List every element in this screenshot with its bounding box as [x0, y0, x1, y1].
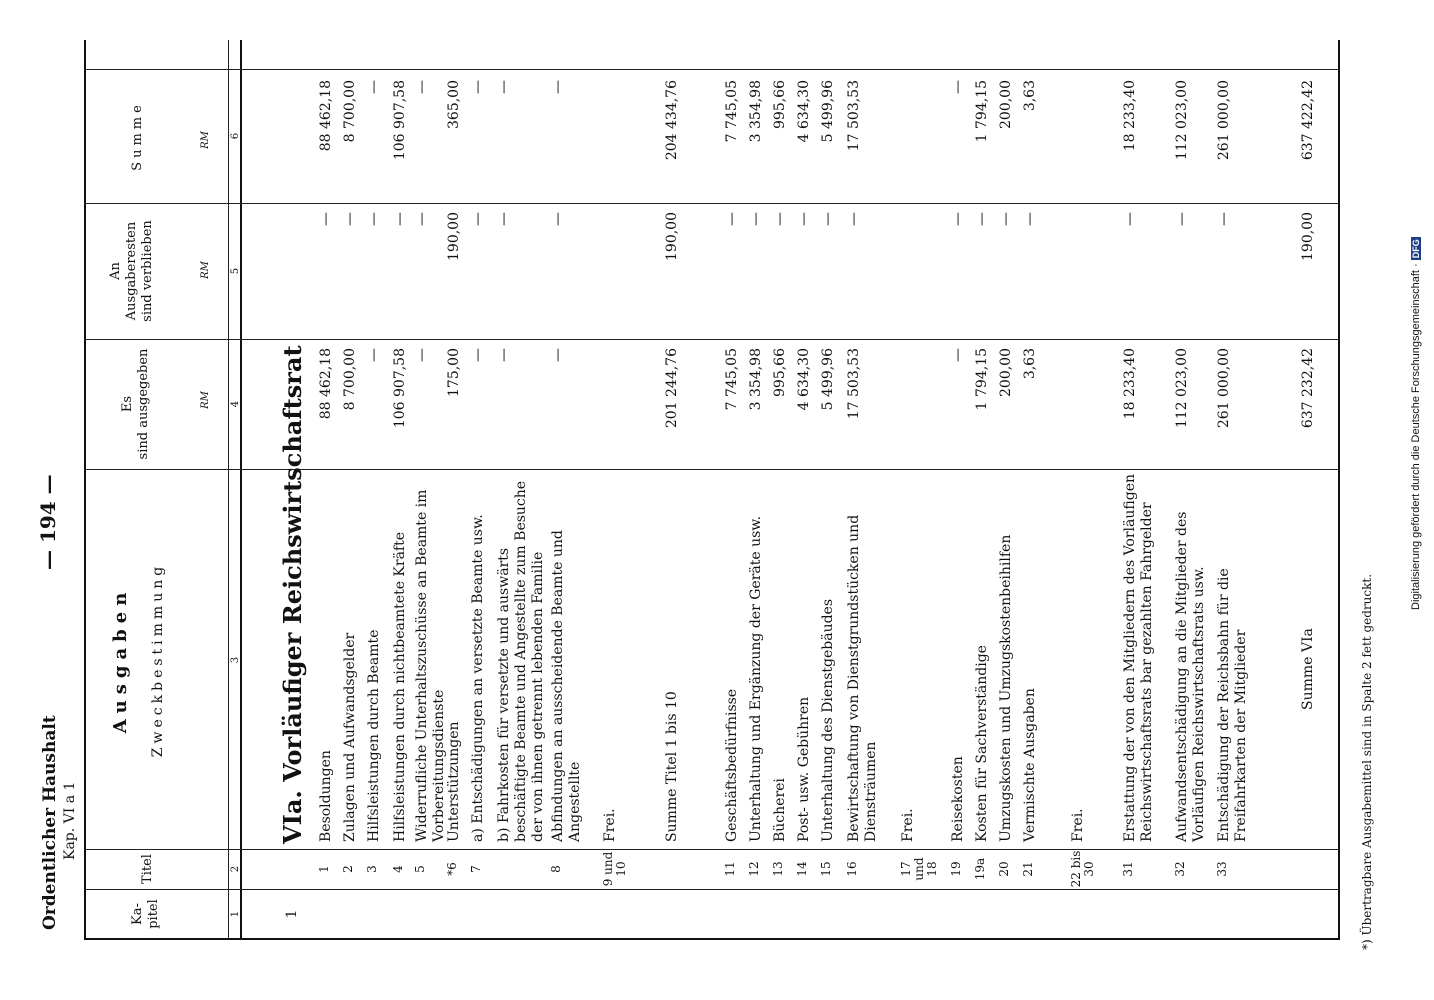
row-summe: —: [950, 80, 966, 94]
row-summe: 106 907,58: [392, 80, 408, 161]
row-ausgegeben: 112 023,00: [1174, 348, 1190, 429]
row-reste: —: [550, 212, 566, 226]
row-ausgegeben: —: [470, 348, 486, 362]
row-description: Frei.: [900, 808, 916, 842]
row-reste: —: [998, 212, 1014, 226]
row-reste: —: [974, 212, 990, 226]
total-summe: 637 422,42: [1300, 80, 1316, 161]
row-title-number: 31: [1121, 861, 1135, 877]
row-title-number: 32: [1173, 861, 1187, 877]
row-reste: —: [950, 212, 966, 226]
col-header-titel: Titel: [140, 854, 155, 884]
row-title-number: 8: [549, 865, 563, 873]
row-description: Bücherei: [772, 778, 788, 842]
row-reste: —: [1022, 212, 1038, 226]
col-header-ausgaben: Ausgaben: [110, 586, 131, 734]
col-rule-5: [84, 938, 1339, 940]
row-description: Vermischte Ausgaben: [1022, 688, 1038, 842]
row-title-number: *6: [445, 862, 459, 876]
col-rule-6: [84, 339, 1339, 340]
col-header-kapitel: Ka- pitel: [130, 899, 161, 929]
row-ausgegeben: 18 233,40: [1122, 348, 1138, 420]
row-description: Besoldungen: [318, 750, 334, 842]
row-title-number: 2: [341, 865, 355, 873]
dfg-badge: DFG: [1411, 239, 1421, 259]
unit-label-6: RM: [200, 131, 211, 149]
row-title-number: 17 und 18: [899, 857, 939, 881]
row-ausgegeben: 88 462,18: [318, 348, 334, 420]
header-title: Ordentlicher Haushalt: [40, 715, 60, 930]
row-summe: 204 434,76: [664, 80, 680, 161]
row-summe: 3 354,98: [748, 80, 764, 143]
row-ausgegeben: 3,63: [1022, 348, 1038, 380]
row-reste: —: [342, 212, 358, 226]
row-description: Aufwandsentschädigung an die Mitglieder des Vorläufigen Reichswirtschaftsrats usw.: [1174, 511, 1207, 842]
row-summe: 1 794,15: [974, 80, 990, 143]
row-description: Frei.: [1070, 808, 1086, 842]
col-rule-4: [84, 469, 1339, 470]
row-ausgegeben: 1 794,15: [974, 348, 990, 411]
row-title-number: 12: [747, 861, 761, 877]
row-reste: 190,00: [446, 212, 462, 261]
row-reste: —: [772, 212, 788, 226]
row-summe: 18 233,40: [1122, 80, 1138, 152]
col-number-5: 5: [230, 267, 241, 275]
row-description: Unterhaltung des Dienstgebäudes: [820, 598, 836, 842]
row-summe: 995,66: [772, 80, 788, 129]
row-summe: —: [366, 80, 382, 94]
row-summe: 261 000,00: [1216, 80, 1232, 161]
row-title-number: 19a: [973, 857, 987, 881]
row-ausgegeben: 175,00: [446, 348, 462, 397]
row-description: Entschädigung der Reichsbahn für die Freifahrkarten der Mitglieder: [1216, 568, 1249, 842]
row-summe: 112 023,00: [1174, 80, 1190, 161]
row-description: Frei.: [602, 808, 618, 842]
col-header-summe: Summe: [130, 101, 145, 171]
row-summe: 5 499,96: [820, 80, 836, 143]
row-description: Widerrufliche Unterhaltszuschüsse an Beamte im Vorbereitungsdienste: [414, 489, 447, 842]
row-ausgegeben: 261 000,00: [1216, 348, 1232, 429]
row-description: Reisekosten: [950, 756, 966, 842]
total-label: Summe VIa: [1300, 628, 1316, 710]
row-summe: 8 700,00: [342, 80, 358, 143]
row-ausgegeben: 106 907,58: [392, 348, 408, 429]
row-ausgegeben: —: [550, 348, 566, 362]
row-ausgegeben: 5 499,96: [820, 348, 836, 411]
col-rule-7: [84, 203, 1339, 204]
row-title-number: 3: [365, 865, 379, 873]
row-reste: —: [748, 212, 764, 226]
row-title-number: 20: [997, 861, 1011, 877]
row-reste: —: [496, 212, 512, 226]
row-title-number: 13: [771, 861, 785, 877]
total-reste: 190,00: [1300, 212, 1316, 261]
row-ausgegeben: 7 745,05: [724, 348, 740, 411]
row-reste: —: [366, 212, 382, 226]
row-description: Bewirtschaftung von Dienstgrundstücken und Diensträumen: [846, 514, 879, 842]
row-summe: —: [470, 80, 486, 94]
row-reste: —: [846, 212, 862, 226]
row-description: Hilfsleistungen durch nichtbeamtete Kräfte: [392, 531, 408, 842]
row-title-number: 5: [413, 865, 427, 873]
row-title-number: 33: [1215, 861, 1229, 877]
row-ausgegeben: 17 503,53: [846, 348, 862, 420]
row-title-number: 15: [819, 861, 833, 877]
row-reste: —: [470, 212, 486, 226]
row-title-number: 11: [723, 861, 737, 877]
row-title-number: 4: [391, 865, 405, 873]
row-summe: 7 745,05: [724, 80, 740, 143]
row-description: Umzugskosten und Umzugskostenbeihilfen: [998, 534, 1014, 842]
row-reste: —: [1174, 212, 1190, 226]
unit-label-5: RM: [200, 261, 211, 279]
row-description: Abfindungen an ausscheidende Beamte und Angestellte: [550, 530, 583, 842]
page-number: — 194 —: [36, 474, 60, 570]
row-summe: —: [550, 80, 566, 94]
col-number-1: 1: [230, 910, 241, 918]
row-reste: —: [820, 212, 836, 226]
row-title-number: 7: [469, 865, 483, 873]
row-title-number: 22 bis 30: [1069, 850, 1096, 888]
digitization-text: Digitalisierung gefördert durch die Deutsche Forschungsgemeinschaft ·: [1410, 263, 1422, 610]
row-reste: 190,00: [664, 212, 680, 261]
row-title-number: 9 und 10: [601, 851, 628, 887]
row-ausgegeben: 201 244,76: [664, 348, 680, 429]
row-ausgegeben: 8 700,00: [342, 348, 358, 411]
row-summe: 4 634,30: [796, 80, 812, 143]
row-title-number: 21: [1021, 861, 1035, 877]
row-ausgegeben: 3 354,98: [748, 348, 764, 411]
col-number-4: 4: [230, 400, 241, 408]
row-reste: —: [796, 212, 812, 226]
row-reste: —: [1216, 212, 1232, 226]
row-description: b) Fahrkosten für versetzte und auswärts beschäftigte Beamte und Angestellte zum Besuche der von ihnen getrennt lebenden Familie: [496, 480, 546, 842]
row-summe: 200,00: [998, 80, 1014, 129]
col-rule-8: [84, 69, 1339, 70]
row-title-number: 19: [949, 861, 963, 877]
col-header-zweck: Zweckbestimmung: [150, 562, 166, 758]
col-header-reste: An Ausgaberesten sind verblieben: [108, 220, 155, 322]
row-description: Summe Titel 1 bis 10: [664, 691, 680, 842]
header-subtitle: Kap. VI a 1: [62, 781, 78, 860]
row-description: Geschäftsbedürfnisse: [724, 688, 740, 842]
col-rule-2: [84, 889, 1339, 890]
row-ausgegeben: —: [366, 348, 382, 362]
section-title: VIa. Vorläufiger Reichswirtschaftsrat: [278, 345, 307, 844]
row-description: Hilfsleistungen durch Beamte: [366, 629, 382, 842]
row-ausgegeben: —: [414, 348, 430, 362]
table-top-rule: [84, 40, 86, 940]
row-description: Post- usw. Gebühren: [796, 696, 812, 842]
row-description: Unterstützungen: [446, 721, 462, 842]
row-summe: 17 503,53: [846, 80, 862, 152]
row-title-number: 14: [795, 861, 809, 877]
footnote: *) Übertragbare Ausgabemittel sind in Spalte 2 fett gedruckt.: [1360, 573, 1374, 950]
total-ausgegeben: 637 232,42: [1300, 348, 1316, 429]
row-summe: —: [496, 80, 512, 94]
row-ausgegeben: 200,00: [998, 348, 1014, 397]
row-title-number: 1: [317, 865, 331, 873]
row-reste: —: [724, 212, 740, 226]
col-header-ausgegeben: Es sind ausgegeben: [120, 348, 151, 460]
row-reste: —: [318, 212, 334, 226]
col-number-3: 3: [230, 656, 241, 664]
kapitel-number: 1: [284, 909, 300, 919]
row-summe: 3,63: [1022, 80, 1038, 112]
row-reste: —: [414, 212, 430, 226]
row-description: Zulagen und Aufwandsgelder: [342, 632, 358, 842]
row-ausgegeben: —: [496, 348, 512, 362]
row-description: Kosten für Sachverständige: [974, 645, 990, 842]
row-reste: —: [1122, 212, 1138, 226]
row-summe: 88 462,18: [318, 80, 334, 152]
row-reste: —: [392, 212, 408, 226]
col-number-2: 2: [230, 865, 241, 873]
row-description: Erstattung der von den Mitgliedern des Vorläufigen Reichswirtschaftsrats bar gezahlten Fahrgelder: [1122, 474, 1155, 842]
digitization-note: [1410, 237, 1422, 610]
row-description: Unterhaltung und Ergänzung der Geräte usw.: [748, 515, 764, 842]
table-bottom-rule: [1338, 40, 1340, 940]
row-ausgegeben: 995,66: [772, 348, 788, 397]
row-summe: —: [414, 80, 430, 94]
col-number-6: 6: [230, 132, 241, 140]
row-summe: 365,00: [446, 80, 462, 129]
row-ausgegeben: —: [950, 348, 966, 362]
col-rule-3: [84, 849, 1339, 850]
row-title-number: 16: [845, 861, 859, 877]
row-description: a) Entschädigungen an versetzte Beamte usw.: [470, 514, 486, 842]
unit-label-4: RM: [200, 391, 211, 409]
row-ausgegeben: 4 634,30: [796, 348, 812, 411]
table-colnum-rule: [228, 40, 229, 940]
